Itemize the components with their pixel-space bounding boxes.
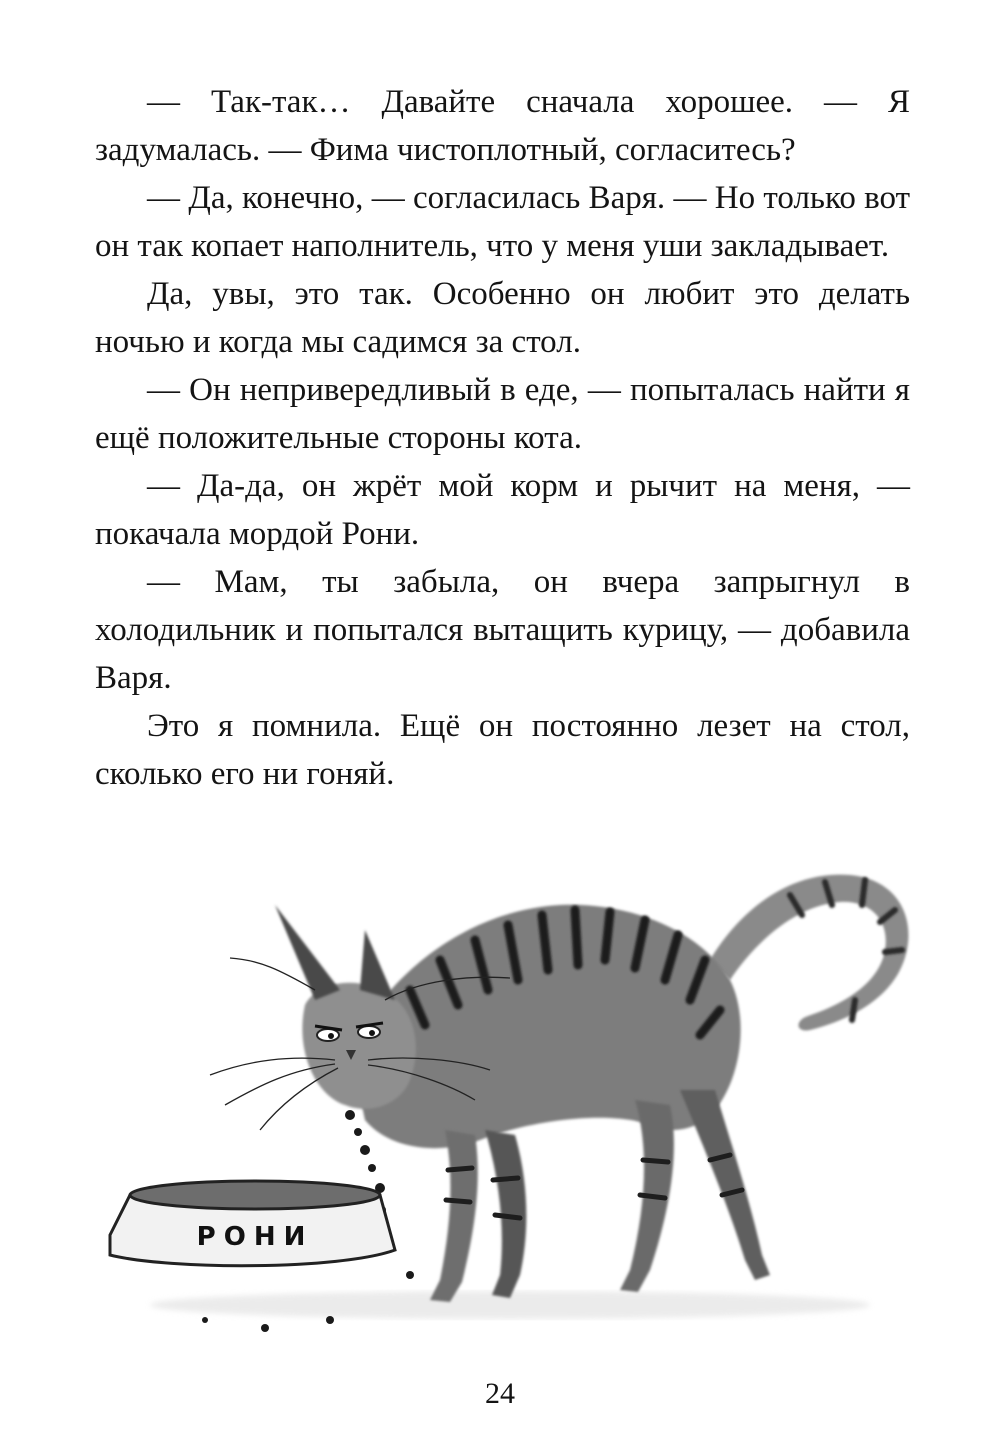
cat-ear-right — [360, 930, 395, 1000]
leg-stripes — [446, 1155, 742, 1218]
paragraph-3: Да, увы, это так. Особенно он любит это делать ночью и когда мы садимся за стол. — [95, 276, 910, 360]
paragraph-7: Это я помнила. Ещё он постоянно лезет на стол, сколько его ни гоняй. — [95, 708, 910, 792]
bowl-rim — [130, 1181, 380, 1209]
paragraph-2: — Да, конечно, — согласилась Варя. — Но только вот он так копает наполнитель, что у меня уши закладывает. — [95, 180, 910, 264]
paragraph-6: — Мам, ты забыла, он вчера запрыгнул в холодильник и попытался вытащить курицу, — добавила Варя. — [95, 564, 910, 696]
cat-eating-illustration — [90, 850, 930, 1350]
page-number: 24 — [485, 1377, 515, 1410]
bowl-label: РОНИ — [196, 1222, 314, 1252]
cat-back-leg-right — [680, 1090, 770, 1280]
paragraph-1: — Так-так… Давайте сначала хорошее. — Я задумалась. — Фима чистоплотный, согласитесь? — [95, 84, 910, 168]
cat-tail — [710, 875, 908, 1031]
cat-front-leg-left — [430, 1130, 478, 1302]
paragraph-4: — Он непривередливый в еде, — попыталась найти я ещё положительные стороны кота. — [95, 372, 910, 456]
paragraph-5: — Да-да, он жрёт мой корм и рычит на меня, — покачала мордой Рони. — [95, 468, 910, 552]
body-text — [95, 78, 910, 798]
